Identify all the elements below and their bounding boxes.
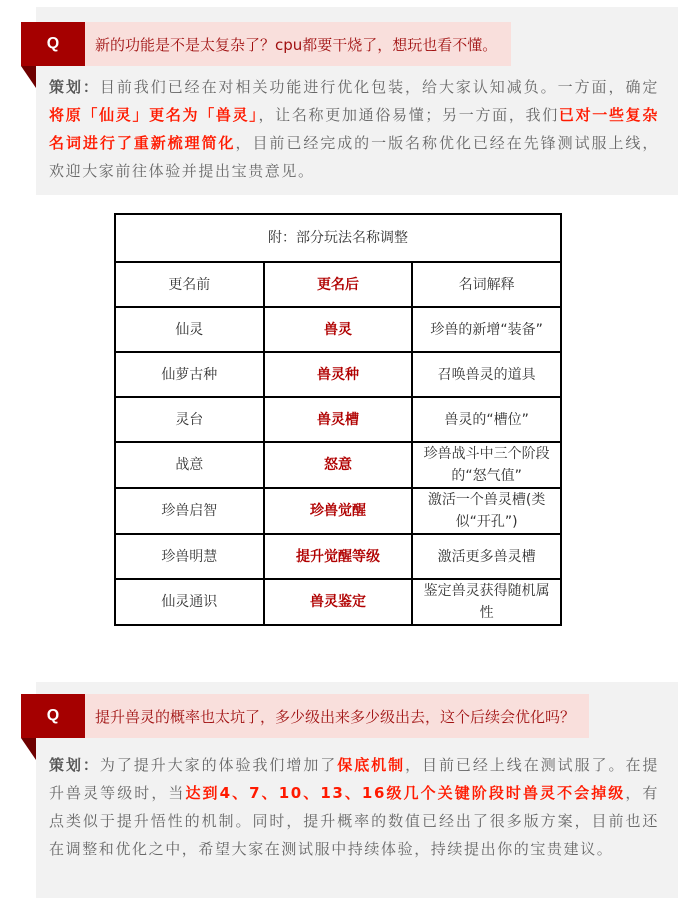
table-row xyxy=(115,534,561,579)
answer-segment: ，目前已经完成的一版名称优化已经在先锋测试服上线，欢迎大家前往体验并提出宝贵意见。 xyxy=(49,134,659,180)
cell-new-name: 兽灵 xyxy=(264,307,413,352)
qa-block-1 xyxy=(36,7,678,195)
answer-lead: 策划： xyxy=(49,78,100,96)
table-row xyxy=(115,307,561,352)
table-title: 附：部分玩法名称调整 xyxy=(115,214,561,262)
cell-new-name: 兽灵鉴定 xyxy=(264,579,413,625)
cell-new-name: 提升觉醒等级 xyxy=(264,534,413,579)
answer-highlight: 保底机制 xyxy=(337,756,406,774)
answer-text xyxy=(49,73,659,185)
cell-old-name: 灵台 xyxy=(115,397,264,442)
answer-text xyxy=(49,751,659,863)
header-before: 更名前 xyxy=(115,262,264,307)
cell-old-name: 仙萝古种 xyxy=(115,352,264,397)
table-row xyxy=(115,352,561,397)
cell-explanation: 珍兽战斗中三个阶段的“怒气值” xyxy=(412,442,561,488)
badge-fold xyxy=(21,66,36,88)
answer-segment: ，有点类似于提升悟性的机制。同时，提升概率的数值已经出了很多版方案，目前也还在调整和优化之中，希望大家在测试服中持续体验，持续提出你的宝贵建议。 xyxy=(49,784,659,858)
table-row xyxy=(115,579,561,625)
qa-block-2 xyxy=(36,682,678,898)
question-text: 提升兽灵的概率也太坑了，多少级出来多少级出去，这个后续会优化吗？ xyxy=(85,694,589,738)
header-after: 更名后 xyxy=(264,262,413,307)
rename-table xyxy=(114,213,562,626)
cell-old-name: 仙灵 xyxy=(115,307,264,352)
answer-highlight: 将原「仙灵」更名为「兽灵」 xyxy=(49,106,259,124)
cell-explanation: 鉴定兽灵获得随机属性 xyxy=(412,579,561,625)
cell-old-name: 珍兽启智 xyxy=(115,488,264,534)
badge-fold xyxy=(21,738,36,760)
cell-explanation: 召唤兽灵的道具 xyxy=(412,352,561,397)
table-header-row xyxy=(115,262,561,307)
cell-old-name: 仙灵通识 xyxy=(115,579,264,625)
answer-highlight: 已对一些复杂名词进行了重新梳理简化 xyxy=(49,106,659,152)
cell-new-name: 兽灵种 xyxy=(264,352,413,397)
cell-explanation: 激活一个兽灵槽(类似“开孔”) xyxy=(412,488,561,534)
question-text: 新的功能是不是太复杂了？cpu都要干烧了，想玩也看不懂。 xyxy=(85,22,511,66)
q-badge: Q xyxy=(21,694,85,738)
q-badge: Q xyxy=(21,22,85,66)
answer-lead: 策划： xyxy=(49,756,100,774)
table-row xyxy=(115,397,561,442)
answer-segment: 目前我们已经在对相关功能进行优化包装，给大家认知减负。一方面，确定 xyxy=(99,78,659,96)
header-explanation: 名词解释 xyxy=(412,262,561,307)
cell-new-name: 兽灵槽 xyxy=(264,397,413,442)
answer-segment: ，目前已经上线在测试服了。在提升兽灵等级时，当 xyxy=(49,756,660,802)
answer-segment: 为了提升大家的体验我们增加了 xyxy=(99,756,338,774)
answer-segment: ，让名称更加通俗易懂；另一方面，我们 xyxy=(258,106,559,124)
cell-explanation: 兽灵的“槽位” xyxy=(412,397,561,442)
cell-old-name: 珍兽明慧 xyxy=(115,534,264,579)
cell-new-name: 怒意 xyxy=(264,442,413,488)
answer-highlight: 达到4、7、10、13、16级几个关键阶段时兽灵不会掉级 xyxy=(185,784,626,802)
cell-old-name: 战意 xyxy=(115,442,264,488)
cell-explanation: 珍兽的新增“装备” xyxy=(412,307,561,352)
cell-explanation: 激活更多兽灵槽 xyxy=(412,534,561,579)
cell-new-name: 珍兽觉醒 xyxy=(264,488,413,534)
table-row xyxy=(115,488,561,534)
table-row xyxy=(115,442,561,488)
